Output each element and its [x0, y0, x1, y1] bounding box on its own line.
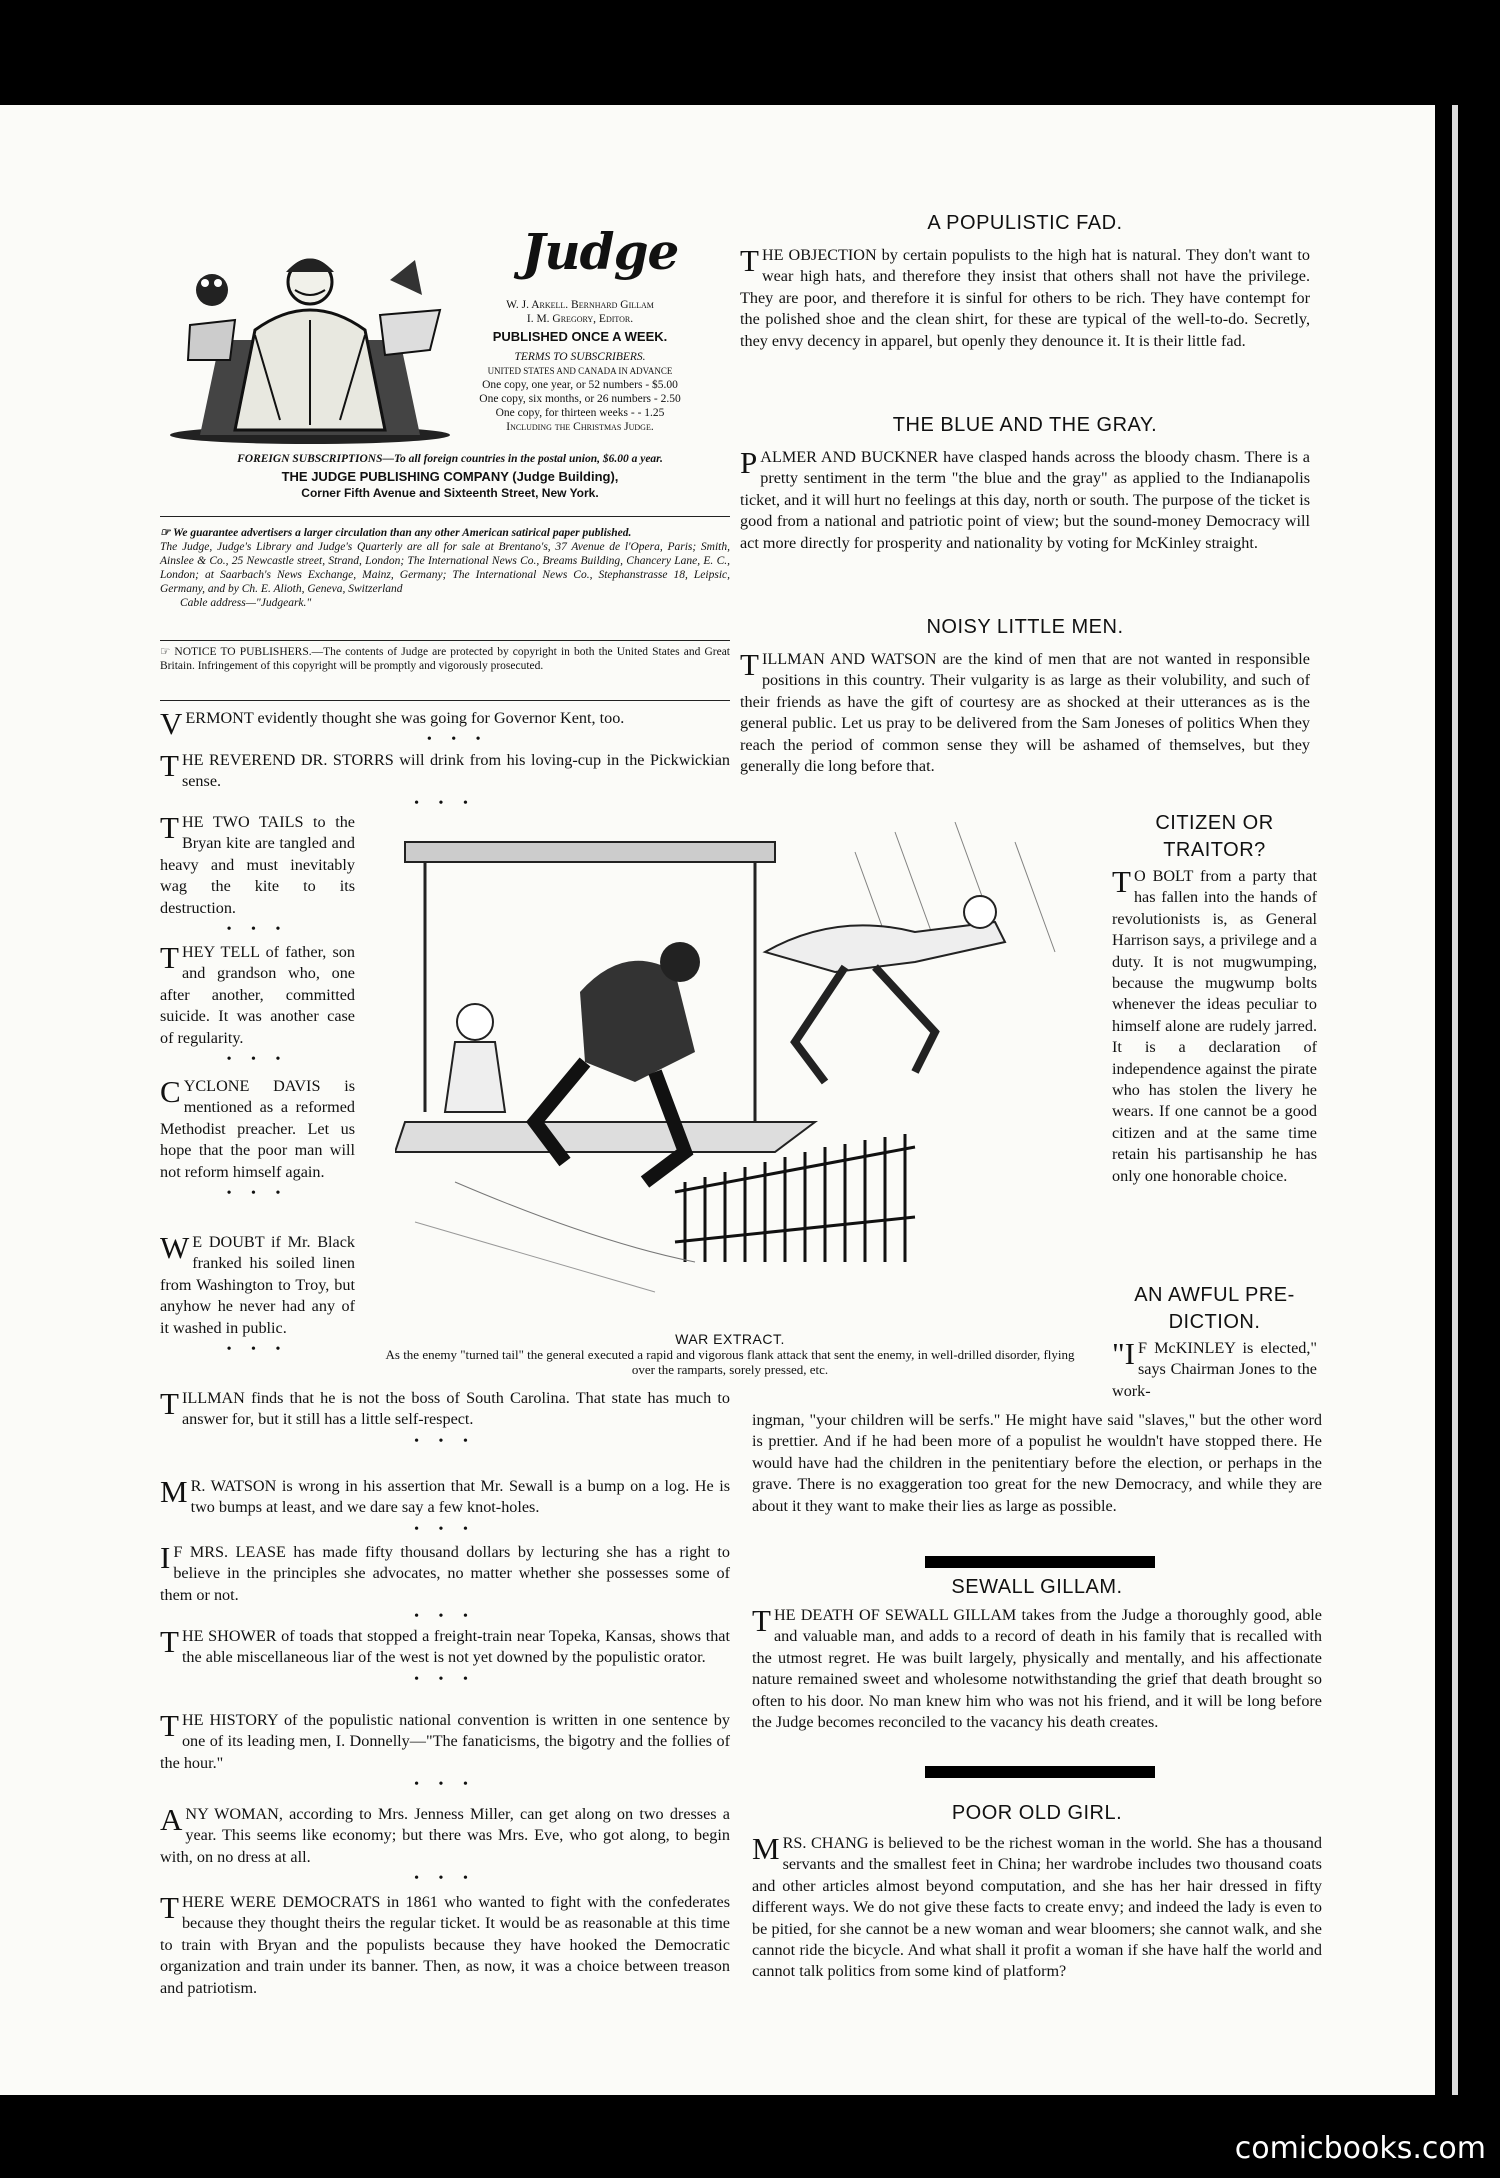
- masthead-company: [160, 452, 740, 500]
- article-text: ILLMAN AND WATSON are the kind of men that are not wanted in responsible positions in this country. Their vulgarity is as large as their volubility, and such of their friends as have the gift of courtesy are as shocked at their utterances as is the general public. Let us pray to be delivered from the Sam Joneses of politics When they reach the period of common sense they will be ashamed of themselves, but they generally die long before that.: [740, 650, 1310, 776]
- drop-cap: T: [740, 647, 759, 682]
- item-text: NY WOMAN, according to Mrs. Jenness Miller, can get along on two dresses a year. This seems like economy; but there was Mrs. Eve, who got along, to begin with, on no dress at all.: [160, 1805, 730, 1866]
- divider: [160, 516, 730, 517]
- separator-dots: • • •: [414, 1871, 476, 1887]
- foreign-subscriptions: FOREIGN SUBSCRIPTIONS—To all foreign countries in the postal union, $6.00 a year.: [237, 453, 663, 465]
- cable-address: Cable address—"Judgeark.": [180, 597, 312, 609]
- editors-line-2: I. M. Gregory, Editor.: [526, 313, 634, 325]
- article-heading-line-2: DICTION.: [1168, 1311, 1261, 1333]
- article-blue-and-gray: [740, 414, 1310, 554]
- left-item-1: [160, 708, 730, 751]
- illustration-caption: As the enemy "turned tail" the general executed a rapid and vigorous flank attack that sent the enemy, in well-drilled disorder, flying over the ramparts, sorely pressed, etc.: [385, 1347, 1075, 1377]
- article-poor-old-girl: [752, 1802, 1322, 1983]
- illustration-title: WAR EXTRACT.: [675, 1331, 785, 1347]
- article-heading: POOR OLD GIRL.: [951, 1802, 1123, 1824]
- item-text: E DOUBT if Mr. Black franked his soiled linen from Washington to Troy, but anyhow he never had any of it washed in public.: [160, 1233, 355, 1337]
- item-text: HEY TELL of father, son and grandson who, one after another, committed suicide. It was another case of regularity.: [160, 943, 355, 1047]
- left-item-11: [160, 1710, 730, 1796]
- terms-heading: TERMS TO SUBSCRIBERS.: [514, 351, 646, 363]
- sale-text: The Judge, Judge's Library and Judge's Quarterly are all for sale at Brentano's, 37 Avenue de l'Opera, Paris; Smith, Ainslee & Co., 25 Newcastle street, Strand, London; The International News Co., Breams Building, Chancery Lane, E. C., London; at Saarbach's News Exchange, Mainz, Germany; The International News Co., Stephanstrasse 18, Leipsic, Germany, and by Ch. E. Alioth, Geneva, Switzerland: [160, 541, 730, 595]
- article-text: F McKINLEY is elected," says Chairman Jones to the work-: [1112, 1339, 1317, 1400]
- drop-cap: T: [160, 748, 179, 783]
- left-item-8: [160, 1476, 730, 1541]
- editors-line-1: W. J. Arkell. Bernhard Gillam: [506, 299, 654, 311]
- company-name: THE JUDGE PUBLISHING COMPANY (Judge Building),: [281, 469, 619, 484]
- item-text: HE SHOWER of toads that stopped a freight-train near Topeka, Kansas, shows that the able miscellaneous liar of the west is not yet downed by the populistic orator.: [181, 1627, 730, 1667]
- published-line: PUBLISHED ONCE A WEEK.: [492, 329, 668, 344]
- subscription-2: One copy, six months, or 26 numbers - 2.50: [479, 393, 681, 405]
- left-item-9: [160, 1542, 730, 1628]
- left-item-4: [160, 942, 355, 1071]
- article-heading-line-1: AN AWFUL PRE-: [1134, 1284, 1295, 1306]
- article-noisy-little-men: [740, 616, 1310, 777]
- company-address: Corner Fifth Avenue and Sixteenth Street, New York.: [301, 486, 599, 500]
- item-text: ILLMAN finds that he is not the boss of South Carolina. That state has much to answer for, but it still has a little self-respect.: [181, 1389, 730, 1429]
- drop-cap: A: [160, 1802, 183, 1837]
- item-text: R. WATSON is wrong in his assertion that Mr. Sewall is a bump on a log. He is two bumps at least, and we dare say a few knot-holes.: [190, 1477, 730, 1517]
- watermark: comicbooks.com: [1234, 2131, 1486, 2166]
- terms-sub: UNITED STATES AND CANADA IN ADVANCE: [487, 366, 673, 376]
- separator-dots: • • •: [426, 732, 489, 748]
- black-rule: [925, 1766, 1155, 1778]
- separator-dots: • • •: [414, 1671, 476, 1687]
- left-item-2: [160, 750, 730, 815]
- article-text: ALMER AND BUCKNER have clasped hands across the bloody chasm. There is a pretty sentiment in the term "the blue and the gray" as applied to the Indianapolis ticket, and it will hurt no feelings at this day, north or south. The purpose of the ticket is good from a national and patriotic point of view; but the sound-money Democracy will act more directly for prosperity and nationality by voting for McKinley straight.: [740, 448, 1310, 552]
- drop-cap: C: [160, 1074, 181, 1109]
- article-text: O BOLT from a party that has fallen into the hands of revolutionists is, as General Harrison says, a privilege and a duty. It is not mugwumping, because the mugwump bolts whenever the ideas peculiar to himself alone are rudely jarred. It is a declaration of independence against the pirate who has stolen the livery he wears. If one cannot be a good citizen and at the same time retain his partisanship he has only one honorable choice.: [1112, 867, 1317, 1185]
- sale-notice: [160, 526, 730, 610]
- article-populistic-fad: [740, 212, 1310, 352]
- item-text: F MRS. LEASE has made fifty thousand dollars by lecturing she has a right to believe in the principles she advocates, no matter whether she possesses some of them or not.: [160, 1543, 730, 1604]
- drop-cap: T: [160, 940, 179, 975]
- masthead-info: [440, 298, 720, 434]
- separator-dots: • • •: [226, 1186, 289, 1202]
- left-item-5: [160, 1076, 355, 1205]
- guarantee-text: ☞ We guarantee advertisers a larger circulation than any other American satirical paper published.: [160, 527, 632, 539]
- item-text: HERE WERE DEMOCRATS in 1861 who wanted to fight with the confederates because they thought theirs the regular ticket. It would be as reasonable at this time to train with Bryan and the populists because they have hooked the Democratic organization and train under its banner. Then, as now, it was a choice between treason and patriotism.: [160, 1893, 730, 1997]
- separator-dots: • • •: [414, 795, 476, 811]
- drop-cap: T: [160, 810, 179, 845]
- drop-cap: T: [160, 1708, 179, 1743]
- drop-cap: T: [1112, 864, 1131, 899]
- separator-dots: • • •: [414, 1521, 476, 1537]
- separator-dots: • • •: [414, 1777, 476, 1793]
- subscription-3: One copy, for thirteen weeks - - 1.25: [495, 407, 665, 419]
- article-text: HE OBJECTION by certain populists to the high hat is natural. They don't want to wear high hats, and therefore they insist that others shall not have the privilege. They are poor, and therefore it is sinful for others to be rich. They have contempt for the polished shoe and the clean shirt, for these are typical of the well-to-do. Secretly, they envy decency in apparel, but openly they denounce it. It is their little fad.: [740, 246, 1310, 350]
- drop-cap: V: [160, 706, 183, 741]
- drop-cap: T: [752, 1603, 771, 1638]
- separator-dots: • • •: [226, 1342, 289, 1358]
- article-sewall-gillam: [752, 1576, 1322, 1733]
- masthead-title: Judge: [521, 222, 679, 281]
- article-heading-line-2: TRAITOR?: [1163, 839, 1266, 861]
- drop-cap: P: [740, 445, 758, 480]
- article-awful-prediction-continued: [752, 1410, 1322, 1517]
- separator-dots: • • •: [226, 1052, 289, 1068]
- article-heading-line-1: CITIZEN OR: [1155, 812, 1274, 834]
- drop-cap: T: [160, 1624, 179, 1659]
- item-text: HE REVEREND DR. STORRS will drink from his loving-cup in the Pickwickian sense.: [181, 751, 730, 791]
- left-item-3: [160, 812, 355, 941]
- divider: [160, 640, 730, 641]
- divider: [160, 700, 730, 701]
- article-text: HE DEATH OF SEWALL GILLAM takes from the Judge a thoroughly good, able and valuable man, and adds to a record of death in his family that is recalled with the utmost regret. He was built largely, physically and mentally, and his affectionate nature remained sweet and wholesome notwithstanding the grief that death brought so often to his door. No man knew him who was not his friend, and it will be long before the Judge becomes reconciled to the vacancy his death creates.: [752, 1606, 1322, 1732]
- subscription-1: One copy, one year, or 52 numbers - $5.00: [482, 379, 678, 391]
- drop-cap: T: [160, 1890, 179, 1925]
- separator-dots: • • •: [226, 922, 289, 938]
- black-rule: [925, 1556, 1155, 1568]
- item-text: YCLONE DAVIS is mentioned as a reformed Methodist preacher. Let us hope that the poor man will not reform himself again.: [160, 1077, 355, 1181]
- drop-cap: "I: [1112, 1336, 1135, 1371]
- drop-cap: M: [752, 1831, 780, 1866]
- article-text: RS. CHANG is believed to be the richest woman in the world. She has a thousand servants and the smallest feet in China; her wardrobe includes two thousand coats and other articles almost beyond computation, and she has her hair dressed in fifty different ways. We do not give these facts to create envy; and indeed the lady is even to be pitied, for she cannot be a new woman and wear bloomers; she cannot walk, and she cannot ride the bicycle. And what shall it profit a woman if she have half the world and cannot talk politics from some kind of platform?: [752, 1834, 1322, 1981]
- left-item-6: [160, 1232, 355, 1361]
- article-awful-prediction-heading: [1112, 1284, 1317, 1402]
- article-citizen-or-traitor: [1112, 812, 1317, 1187]
- article-heading: NOISY LITTLE MEN.: [926, 616, 1124, 638]
- drop-cap: I: [160, 1540, 171, 1575]
- drop-cap: T: [740, 243, 759, 278]
- war-extract-illustration: [395, 822, 1095, 1332]
- article-heading: SEWALL GILLAM.: [951, 1576, 1123, 1598]
- masthead-judge-illustration: [160, 220, 460, 445]
- page-edge: [1452, 105, 1458, 2095]
- article-text-continued: ingman, "your children will be serfs." He might have said "slaves," but the other word is prettier. And if he had been more of a populist he wouldn't have stopped there. He would have had the children in the penitentiary before the election, or perhaps in the grave. There is no exaggeration too great for the new Democracy, and while they are about it they want to make their lies as large as possible.: [752, 1411, 1322, 1515]
- left-item-7: [160, 1388, 730, 1453]
- left-item-10: [160, 1626, 730, 1691]
- drop-cap: W: [160, 1230, 190, 1265]
- drop-cap: T: [160, 1386, 179, 1421]
- separator-dots: • • •: [414, 1609, 476, 1625]
- item-text: ERMONT evidently thought she was going for Governor Kent, too.: [185, 709, 625, 727]
- publishers-notice: ☞ NOTICE TO PUBLISHERS.—The contents of Judge are protected by copyright in both the United States and Great Britain. Infringement of this copyright will be promptly and vigorously prosecuted.: [160, 646, 730, 672]
- subscription-4: Including the Christmas Judge.: [506, 421, 654, 433]
- illustration-caption-block: [380, 1332, 1080, 1377]
- left-item-13: [160, 1892, 730, 1999]
- article-heading: THE BLUE AND THE GRAY.: [892, 414, 1158, 436]
- left-item-12: [160, 1804, 730, 1890]
- separator-dots: • • •: [414, 1433, 476, 1449]
- article-heading: A POPULISTIC FAD.: [927, 212, 1123, 234]
- drop-cap: M: [160, 1474, 188, 1509]
- item-text: HE HISTORY of the populistic national convention is written in one sentence by one of its leading men, I. Donnelly—"The fanaticisms, the bigotry and the follies of the hour.": [160, 1711, 730, 1772]
- item-text: HE TWO TAILS to the Bryan kite are tangled and heavy and must inevitably wag the kite to its destruction.: [160, 813, 355, 917]
